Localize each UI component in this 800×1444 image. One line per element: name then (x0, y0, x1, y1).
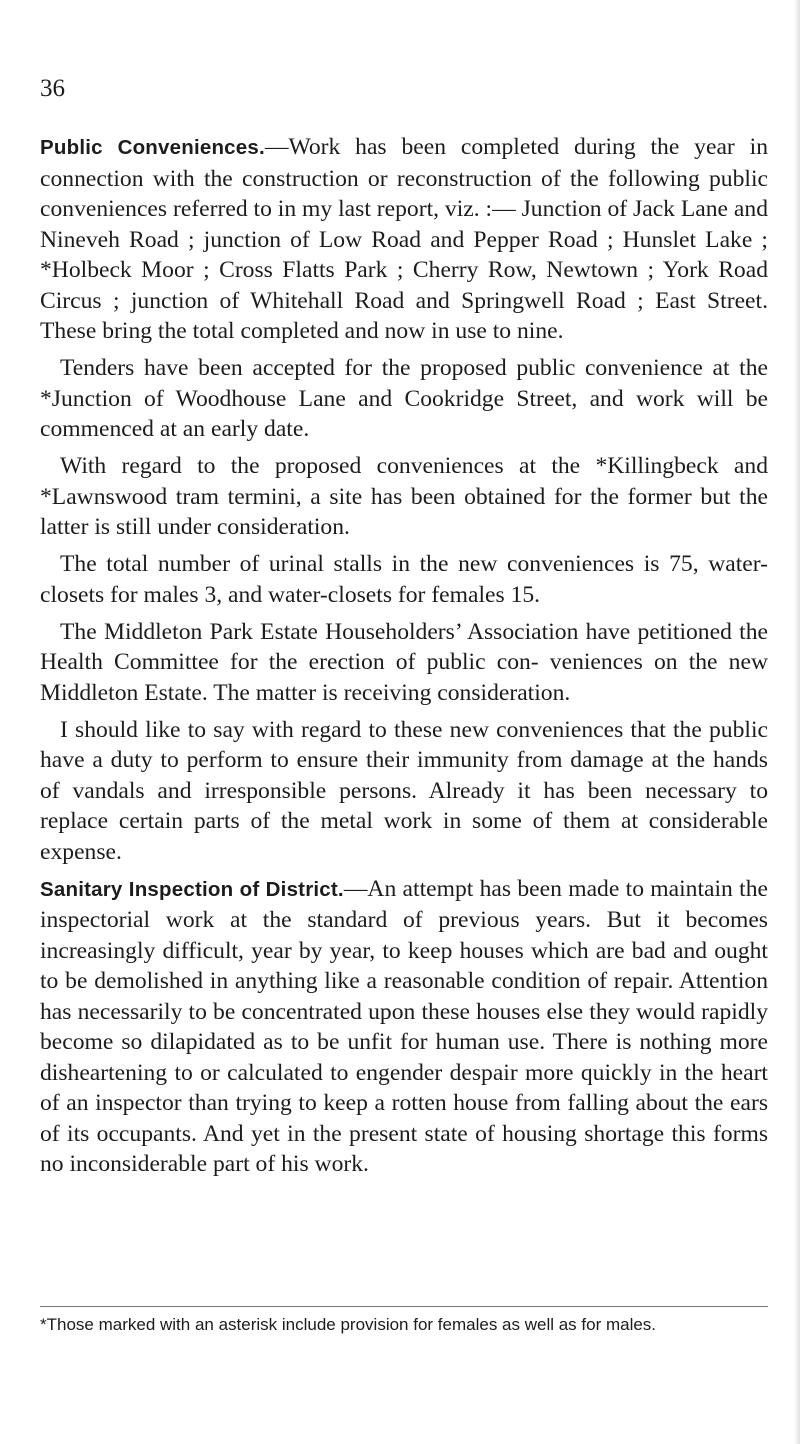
page-number: 36 (40, 75, 65, 102)
page-edge-shadow (794, 0, 800, 1444)
paragraph-vandalism: I should like to say with regard to these new conveniences that the public have a duty to perform to ensure their immunity from damage at the hands of vandals and irresponsible persons. Already it has been necessary to replace certain parts of the metal work in some of them at considerable expense. (40, 716, 768, 865)
body-text (40, 132, 768, 1186)
section-heading-public-conveniences: Public Conveniences. (40, 136, 265, 159)
paragraph-tenders: Tenders have been accepted for the proposed public convenience at the *Junction of Woodhouse Lane and Cookridge Street, and work will be commenced at an early date. (40, 355, 768, 442)
paragraph-tram-termini: With regard to the proposed conveniences at the *Killingbeck and *Lawnswood tram termini, a site has been obtained for the former but the latter is still under consideration. (40, 453, 768, 540)
footnote: *Those marked with an asterisk include provision for females as well as for males. (40, 1315, 657, 1334)
footnote-divider (40, 1306, 768, 1307)
paragraph-middleton-estate: The Middleton Park Estate Householders’ Association have petitioned the Health Committee for the erection of public con- veniences on the new Middleton Estate. The matter is receiving consideration. (40, 618, 768, 706)
paragraph-stall-totals: The total number of urinal stalls in the new conveniences is 75, water-closets for males 3, and water-closets for females 15. (40, 551, 768, 608)
paragraph-sanitary-inspection (40, 874, 768, 1180)
paragraph-text: —An attempt has been made to maintain the inspectorial work at the standard of previous years. But it becomes increasingly difficult, year by year, to keep houses which are bad and ought to be demolished in anything like a reasonable condition of repair. Attention has necessarily to be concentrated upon these houses else they would rapidly become so dilapidated as to be unfit for human use. There is nothing more disheartening to or calculated to engender despair more quickly in the heart of an inspector than trying to keep a rotten house from falling about the ears of its occupants. And yet in the present state of housing shortage this forms no inconsiderable part of his work. (40, 875, 768, 1177)
section-heading-sanitary-inspection: Sanitary Inspection of District. (40, 877, 344, 901)
paragraph-public-conveniences (40, 132, 768, 347)
paragraph-text: —Work has been completed during the year in connection with the construction or reconstruction of the following public conveniences referred to in my last report, viz. :— Junction of Jack Lane and Nineveh Road ; junction of Low Road and Pepper Road ; Hunslet Lake ; *Holbeck Moor ; Cross Flatts Park ; Cherry Row, Newtown ; York Road Circus ; junction of Whitehall Road and Springwell Road ; East Street. These bring the total completed and now in use to nine. (40, 134, 768, 344)
